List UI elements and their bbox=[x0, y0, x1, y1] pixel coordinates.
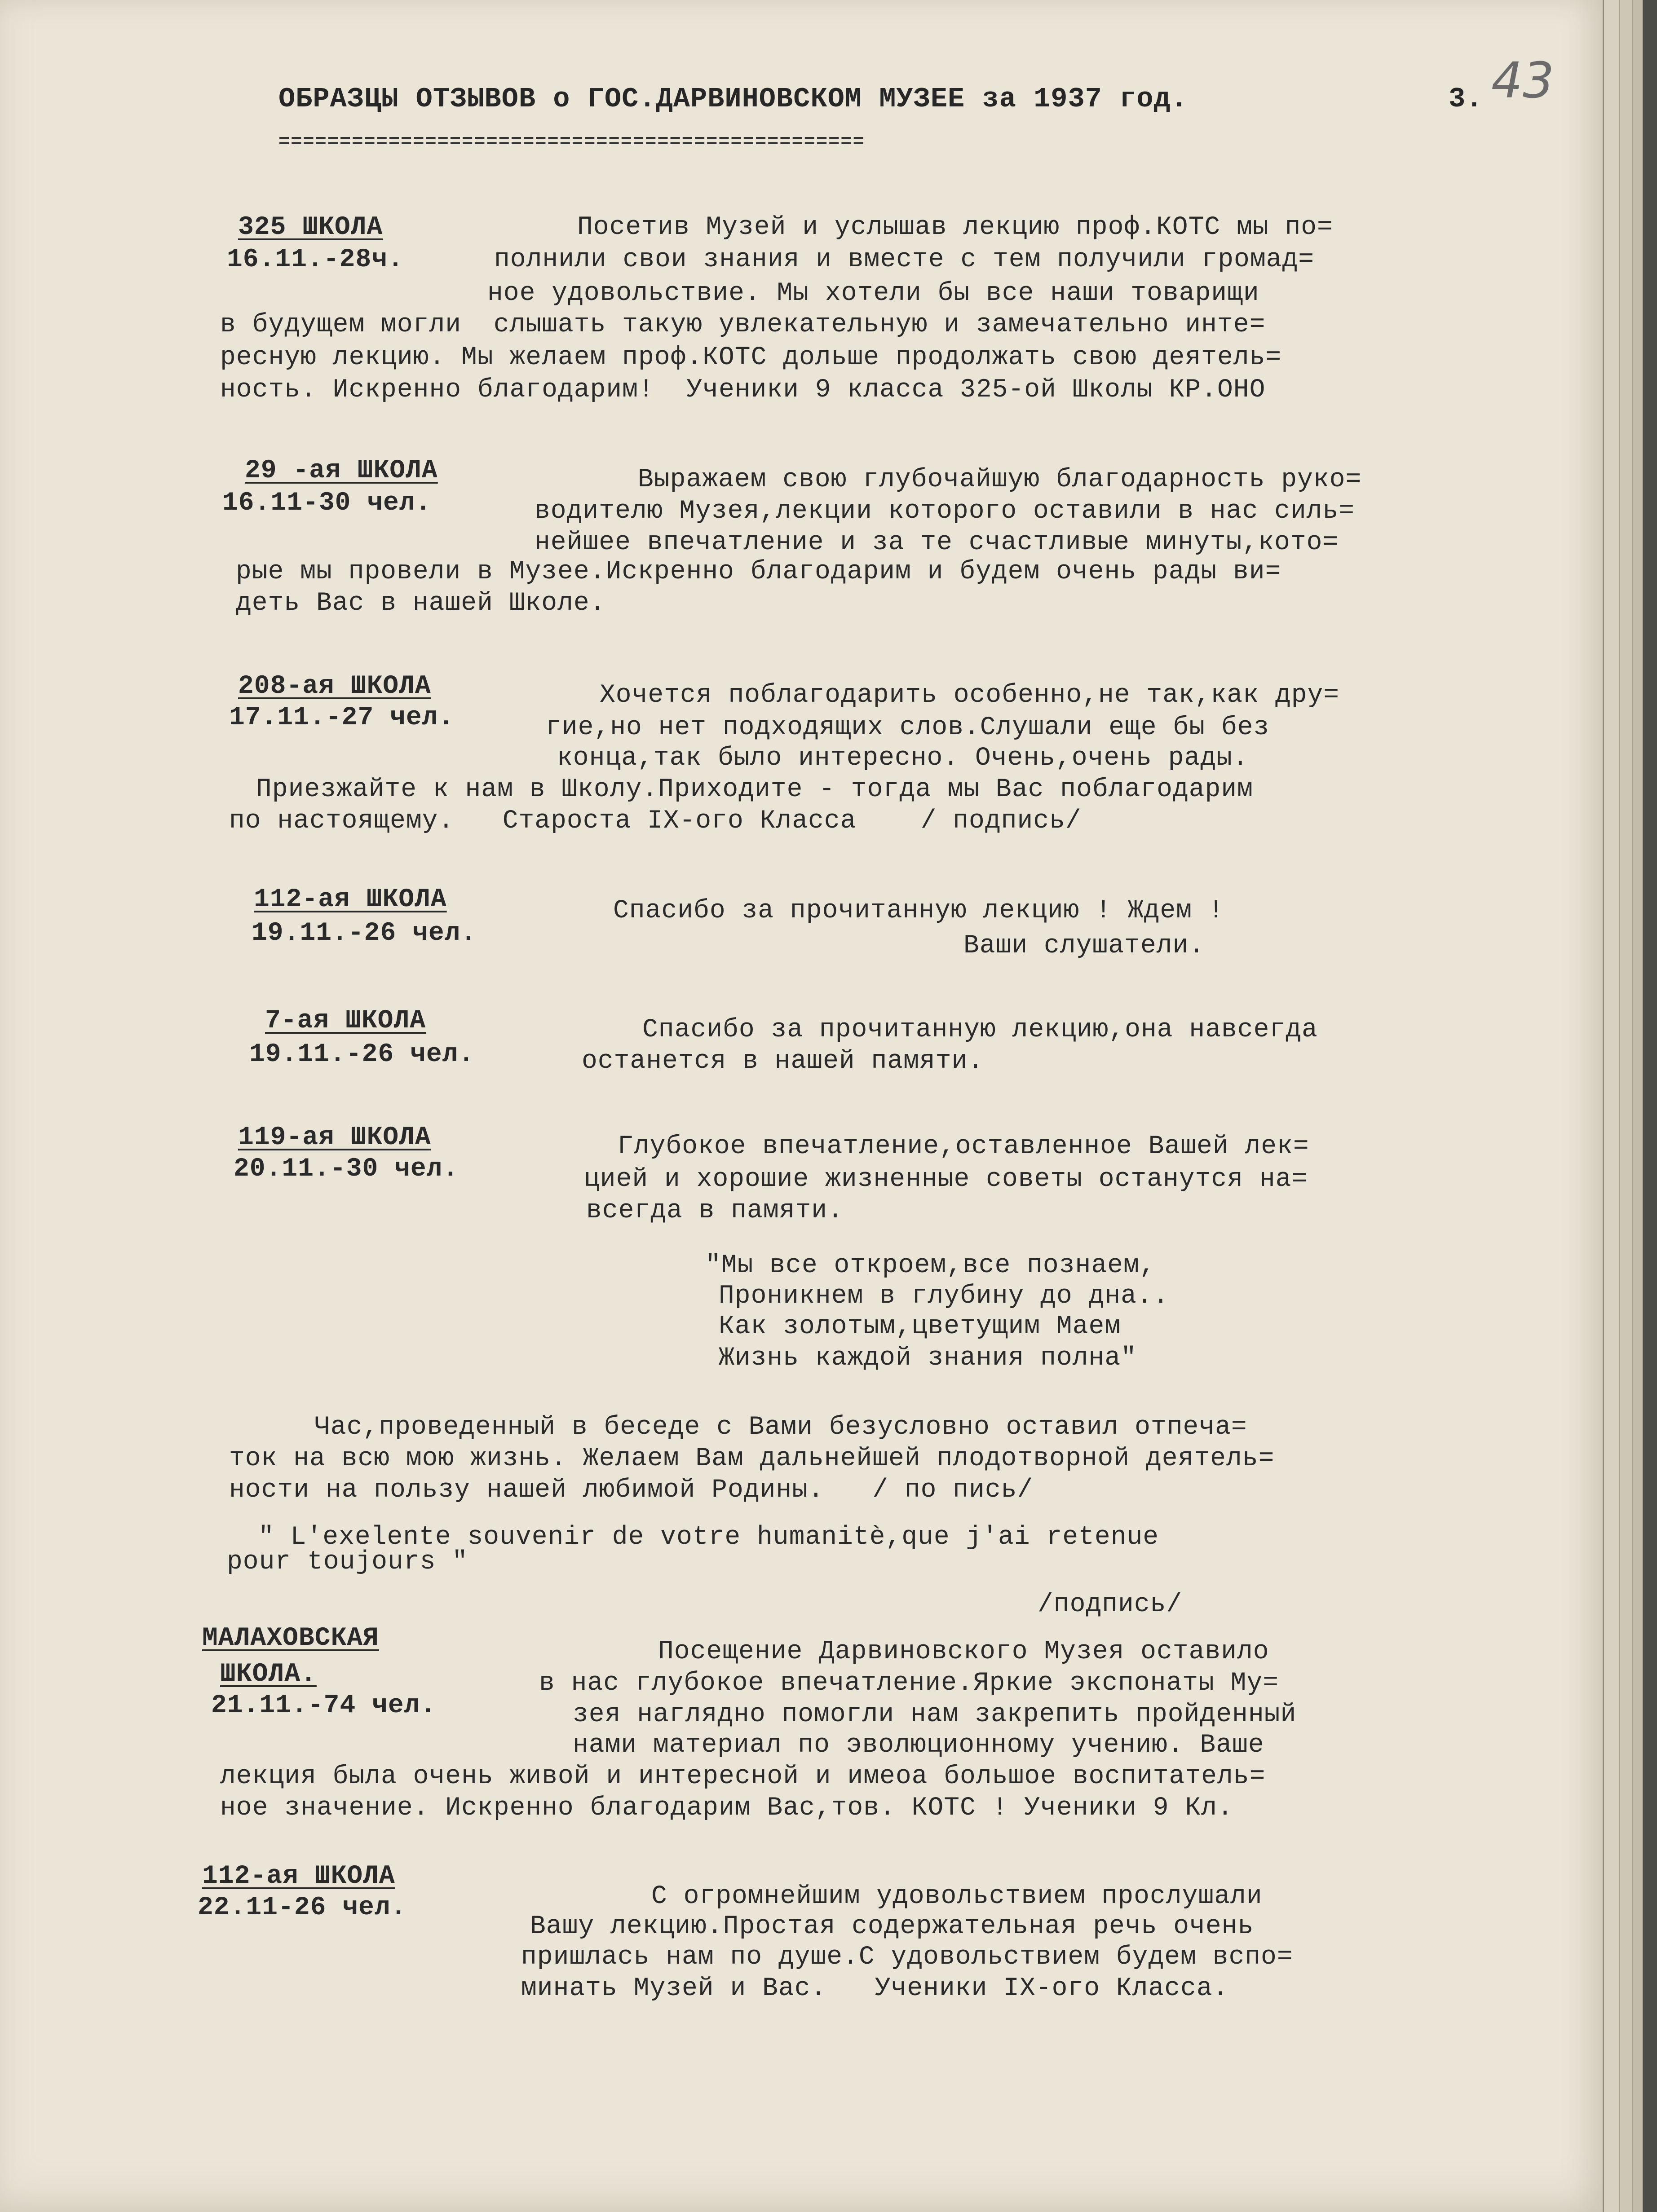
school-label: 29 -ая ШКОЛА bbox=[245, 456, 438, 485]
review-line: гие,но нет подходящих слов.Слушали еще бы без bbox=[546, 713, 1270, 742]
visit-date: 16.11.-28ч. bbox=[227, 245, 404, 274]
visit-date: 19.11.-26 чел. bbox=[249, 1040, 475, 1069]
french-quote-line: pour toujours " bbox=[227, 1547, 468, 1577]
review-line: Вашу лекцию.Простая содержательная речь очень bbox=[530, 1912, 1254, 1941]
review-line: ресную лекцию. Мы желаем проф.КОТС дольше продолжать свою деятель= bbox=[220, 343, 1282, 372]
review-line: минать Музей и Вас. Ученики IX-ого Класса. bbox=[521, 1974, 1229, 2003]
page-edge bbox=[1619, 0, 1633, 2212]
page-edge bbox=[1632, 0, 1643, 2212]
review-line: нейшее впечатление и за те счастливые минуты,кото= bbox=[535, 528, 1339, 557]
review-line: ток на всю мою жизнь. Желаем Вам дальнейшей плодотворной деятель= bbox=[229, 1444, 1275, 1473]
poem-line: Проникнем в глубину до дна.. bbox=[719, 1282, 1169, 1311]
review-line: рые мы провели в Музее.Искренно благодарим и будем очень рады ви= bbox=[236, 557, 1281, 586]
page-number: 3. bbox=[1449, 83, 1483, 115]
review-line: в будущем могли слышать такую увлекательную и замечательно инте= bbox=[220, 310, 1266, 339]
review-line: пришлась нам по душе.С удовольствием будем вспо= bbox=[521, 1943, 1293, 1972]
title-rule: ================================================ bbox=[278, 131, 865, 153]
review-line: Глубокое впечатление,оставленное Вашей лек= bbox=[618, 1132, 1309, 1161]
review-line: Ваши слушатели. bbox=[963, 931, 1205, 961]
poem-line: "Мы все откроем,все познаем, bbox=[705, 1251, 1156, 1280]
review-line: цией и хорошие жизненные советы останутся на= bbox=[584, 1165, 1308, 1194]
page-title: ОБРАЗЦЫ ОТЗЫВОВ о ГОС.ДАРВИНОВСКОМ МУЗЕЕ за 1937 год. bbox=[278, 83, 1188, 115]
review-line: Спасибо за прочитанную лекцию ! Ждем ! bbox=[613, 896, 1224, 925]
review-line: Спасибо за прочитанную лекцию,она навсегда bbox=[642, 1015, 1318, 1044]
visit-date: 22.11-26 чел. bbox=[198, 1893, 407, 1922]
review-line: зея наглядно помогли нам закрепить пройденный bbox=[573, 1700, 1297, 1729]
french-quote-line: " L'exelente souvenir de votre humanitè,que j'ai retenue bbox=[258, 1523, 1159, 1552]
review-line: конца,так было интересно. Очень,очень рады. bbox=[557, 744, 1249, 773]
school-label: 112-ая ШКОЛА bbox=[254, 885, 447, 914]
review-line: Час,проведенный в беседе с Вами безусловно оставил отпеча= bbox=[314, 1413, 1247, 1442]
review-line: водителю Музея,лекции которого оставили в нас силь= bbox=[535, 497, 1355, 526]
review-line: в нас глубокое впечатление.Яркие экспонаты Му= bbox=[539, 1669, 1279, 1698]
review-line: Посещение Дарвиновского Музея оставило bbox=[658, 1637, 1269, 1666]
school-label: 119-ая ШКОЛА bbox=[238, 1123, 431, 1152]
poem-line: Жизнь каждой знания полна" bbox=[719, 1344, 1137, 1373]
review-line: Хочется поблагодарить особенно,не так,как дру= bbox=[600, 681, 1340, 710]
review-line: по настоящему. Староста IX-ого Класса / подпись/ bbox=[229, 806, 1082, 836]
review-line: Посетив Музей и услышав лекцию проф.КОТС мы по= bbox=[577, 213, 1333, 242]
visit-date: 19.11.-26 чел. bbox=[252, 919, 477, 948]
school-label: МАЛАХОВСКАЯ bbox=[202, 1624, 379, 1653]
review-line: ность. Искренно благодарим! Ученики 9 класса 325-ой Школы КР.ОНО bbox=[220, 375, 1266, 405]
review-line: С огромнейшим удовольствием прослушали bbox=[651, 1882, 1263, 1911]
signature-note: /подпись/ bbox=[1038, 1590, 1183, 1619]
review-line: Приезжайте к нам в Школу.Приходите - тогда мы Вас поблагодарим bbox=[256, 775, 1253, 804]
review-line: нами материал по эволюционному учению. Ваше bbox=[573, 1731, 1264, 1760]
visit-date: 21.11.-74 чел. bbox=[211, 1691, 437, 1720]
poem-line: Как золотым,цветущим Маем bbox=[719, 1312, 1121, 1341]
folio-number: 43 bbox=[1491, 52, 1554, 109]
school-label: ШКОЛА. bbox=[220, 1660, 317, 1689]
review-line: Выражаем свою глубочайшую благодарность руко= bbox=[638, 465, 1362, 494]
visit-date: 16.11-30 чел. bbox=[222, 489, 432, 518]
review-line: лекция была очень живой и интересной и имеоа большое воспитатель= bbox=[220, 1762, 1266, 1791]
visit-date: 20.11.-30 чел. bbox=[234, 1154, 459, 1184]
school-label: 7-ая ШКОЛА bbox=[265, 1006, 426, 1035]
review-line: ное значение. Искренно благодарим Вас,тов. КОТС ! Ученики 9 Кл. bbox=[220, 1793, 1233, 1823]
review-line: ное удовольствие. Мы хотели бы все наши товарищи bbox=[487, 279, 1259, 308]
page-edge bbox=[1601, 0, 1620, 2212]
school-label: 112-ая ШКОЛА bbox=[202, 1862, 395, 1891]
review-line: ности на пользу нашей любимой Родины. / по пись/ bbox=[229, 1476, 1034, 1505]
review-line: всегда в памяти. bbox=[586, 1196, 844, 1225]
visit-date: 17.11.-27 чел. bbox=[229, 703, 455, 732]
review-line: полнили свои знания и вместе с тем получили громад= bbox=[494, 245, 1315, 274]
school-label: 208-ая ШКОЛА bbox=[238, 672, 431, 701]
school-label: 325 ШКОЛА bbox=[238, 213, 383, 242]
review-line: останется в нашей памяти. bbox=[582, 1047, 984, 1076]
review-line: деть Вас в нашей Школе. bbox=[236, 589, 606, 618]
